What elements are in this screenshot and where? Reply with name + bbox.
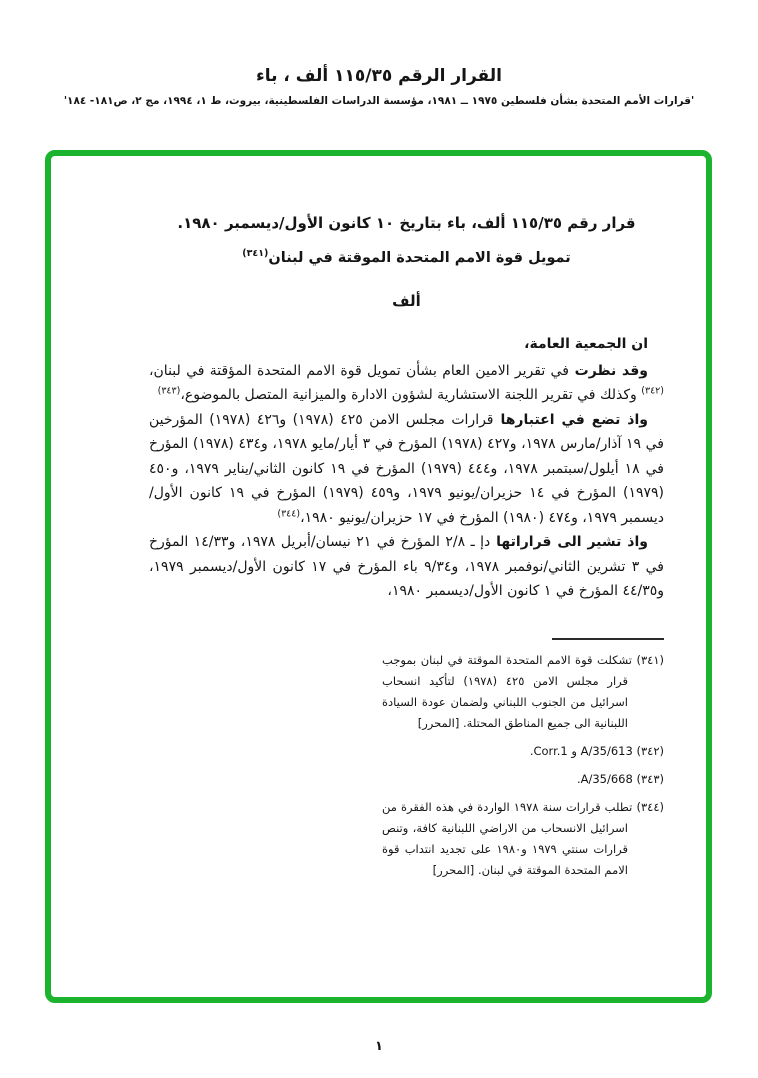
footnote-ref-343: (٣٤٣)	[157, 385, 181, 397]
preamble-opening: ان الجمعية العامة،	[524, 336, 648, 352]
footnote-separator	[552, 638, 664, 640]
paragraph-text: قرارات مجلس الامن ٤٢٥ (١٩٧٨) و٤٢٦ (١٩٧٨) المؤرخين في ١٩ آذار/مارس ١٩٧٨، و٤٢٧ (١٩٧٨) المؤرخ في ٣ أيار/مايو ١٩٧٨، و٤٣٤ (١٩٧٨) المؤرخ في ١٨ أيلول/سبتمبر ١٩٧٨، و٤٤٤ (١٩٧٩) المؤرخ في ١٩ كانون الثاني/يناير ١٩٧٩، و٤٥٠ (١٩٧٩) المؤرخ في ١٤ حزيران/يونيو ١٩٧٩، و٤٥٩ (١٩٧٩) المؤرخ في ١٩ كانون الأول/ديسمبر ١٩٧٩، و٤٧٤ (١٩٨٠) المؤرخ في ١٧ حزيران/يونيو ١٩٨٠،	[149, 411, 665, 526]
resolution-subject-text: تمويل قوة الامم المتحدة الموقتة في لبنان	[268, 250, 571, 266]
resolution-subject	[149, 250, 664, 266]
footnote-text: تشكلت قوة الامم المتحدة الموقتة في لبنان بموجب قرار مجلس الامن ٤٢٥ (١٩٧٨) لتأكيد انسحاب اسرائيل من الجنوب اللبناني ولضمان عودة السيادة اللبنانية الى جميع المناطق المحتلة. [المحرر]	[382, 652, 632, 730]
footnote-text: تطلب قرارات سنة ١٩٧٨ الواردة في هذه الفقرة من اسرائيل الانسحاب من الاراضي اللبنانية كافة، وتنص قرارات سنتي ١٩٧٩ و١٩٨٠ على تجديد انتداب قوة الامم المتحدة الموقتة في لبنان. [المحرر]	[382, 799, 633, 877]
footnote-342	[382, 741, 664, 762]
footnote-text: A/35/668.	[576, 771, 633, 786]
document-frame-highlight	[45, 150, 712, 1003]
paragraph-lead: واذ تضع في اعتبارها	[493, 411, 648, 428]
footnote-marker: (٣٤٣)	[636, 771, 664, 786]
page-title: القرار الرقم ١١٥/٣٥ ألف ، باء	[256, 66, 502, 86]
footnote-marker: (٣٤٤)	[636, 799, 665, 814]
footnote-marker: (٣٤٢)	[636, 743, 664, 758]
paragraph-recalling	[149, 530, 664, 604]
section-heading-alef: ألف	[392, 292, 421, 310]
document-body	[51, 156, 706, 881]
paragraph-text: في تقرير الامين العام بشأن تمويل قوة الامم المتحدة المؤقتة في لبنان،	[149, 362, 569, 379]
paragraph-text: دإ ـ ٢/٨ المؤرخ في ٢١ نيسان/أبريل ١٩٧٨، و١٤/٣٣ المؤرخ في ٣ تشرين الثاني/نوفمبر ١٩٧٨، و٩/٣٤ باء المؤرخ في ١٧ كانون الأول/ديسمبر ١٩٧٩، و٤٤/٣٥ المؤرخ في ١ كانون الأول/ديسمبر ١٩٨٠،	[149, 534, 664, 599]
footnote-ref-344: (٣٤٤)	[277, 507, 301, 519]
footnote-text: A/35/613 و Corr.1.	[529, 743, 633, 758]
source-citation: 'قرارات الأمم المتحدة بشأن فلسطين ١٩٧٥ ــ ١٩٨١، مؤسسة الدراسات الفلسطينية، بيروت، ط ١، ١٩٩٤، مج ٢، ص١٨١- ١٨٤'	[63, 95, 695, 107]
footnote-344	[382, 797, 664, 881]
footnotes-block	[382, 638, 664, 881]
paragraph-lead: وقد نظرت	[568, 362, 648, 379]
paragraph-lead: واذ تشير الى قراراتها	[490, 534, 648, 550]
resolution-heading: قرار رقم ١١٥/٣٥ ألف، باء بتاريخ ١٠ كانون الأول/ديسمبر ١٩٨٠.	[177, 214, 636, 232]
paragraph-bearing-in-mind	[149, 408, 664, 531]
footnote-ref-342: (٣٤٢)	[641, 385, 664, 397]
footnote-marker: (٣٤١)	[636, 652, 665, 667]
footnote-343	[382, 769, 664, 790]
footnote-ref-341: (٣٤١)	[242, 248, 269, 260]
page-header	[0, 66, 758, 107]
page-number: ١	[375, 1039, 383, 1054]
footnote-341	[382, 650, 664, 734]
paragraph-text: وكذلك في تقرير اللجنة الاستشارية لشؤون الادارة والميزانية المتصل بالموضوع،	[180, 387, 642, 403]
paragraph-considered	[149, 359, 664, 408]
